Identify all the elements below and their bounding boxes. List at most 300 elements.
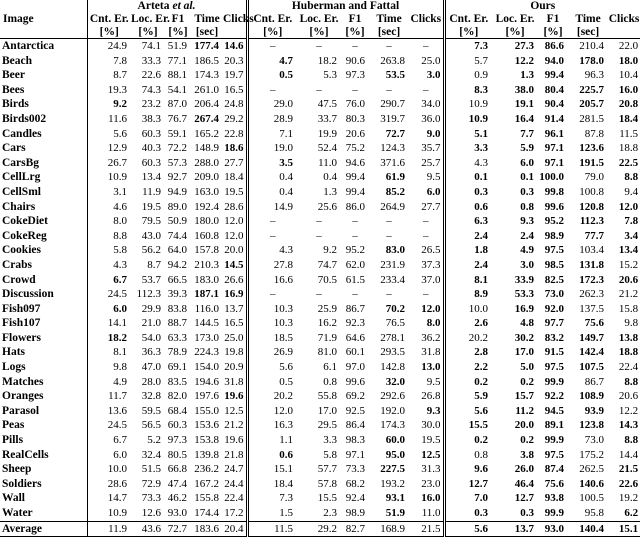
table-cell-arteta-cellsml-0: 3.1 bbox=[113, 185, 127, 198]
table-cell-huberman-cellsml-2: 99.4 bbox=[345, 185, 366, 198]
table-cell-huberman-cookies-4: 26.5 bbox=[421, 244, 441, 257]
table-cell-arteta-candles-0: 5.6 bbox=[113, 127, 127, 140]
unit-header-ours-1: [%] bbox=[492, 26, 538, 39]
table-row-parasol bbox=[0, 404, 640, 419]
table-cell-huberman-cookies-3: 83.0 bbox=[385, 244, 406, 257]
table-cell-arteta-celllrg-3: 209.0 bbox=[194, 171, 219, 184]
table-cell-huberman-beer-0: 0.5 bbox=[247, 68, 297, 83]
table-cell-arteta-cookies-3: 157.8 bbox=[194, 244, 219, 257]
table-cell-ours-soldiers-1: 46.4 bbox=[514, 477, 535, 490]
table-cell-ours-wall-1: 12.7 bbox=[514, 492, 535, 505]
table-body bbox=[0, 39, 640, 537]
table-cell-ours-crowd-3: 172.3 bbox=[579, 273, 605, 286]
table-cell-arteta-peas-0: 24.5 bbox=[107, 419, 127, 432]
column-header-huberman-cnt-er-: Cnt. Er. bbox=[247, 13, 297, 26]
table-cell-ours-oranges-2: 92.2 bbox=[544, 390, 565, 403]
row-label-cokereg: CokeReg bbox=[0, 229, 87, 244]
table-cell-arteta-hats-0: 8.1 bbox=[113, 346, 127, 359]
table-cell-arteta-sheep-2: 66.8 bbox=[167, 463, 187, 476]
table-cell-huberman-birds002-1: 33.7 bbox=[317, 112, 338, 125]
table-cell-ours-crowd-2: 82.5 bbox=[544, 273, 565, 286]
table-cell-huberman-crowd-2: 61.5 bbox=[345, 273, 366, 286]
unit-header-ours-3: [sec] bbox=[568, 26, 608, 39]
table-cell-huberman-matches-2: 99.6 bbox=[345, 375, 366, 388]
table-cell-huberman-cookies-0: 4.3 bbox=[247, 243, 297, 258]
table-cell-arteta-oranges-4: 19.6 bbox=[224, 390, 244, 403]
table-cell-huberman-birds002-3: 319.7 bbox=[380, 112, 406, 125]
table-cell-ours-cellsml-4: 9.4 bbox=[624, 185, 639, 198]
table-cell-ours-cokediet-1: 9.3 bbox=[520, 215, 535, 228]
row-label-realcells: RealCells bbox=[0, 448, 87, 463]
table-row-logs bbox=[0, 360, 640, 375]
table-cell-huberman-chairs-1: 25.6 bbox=[317, 200, 338, 213]
row-label-flowers: Flowers bbox=[0, 331, 87, 346]
table-cell-huberman-realcells-0: 0.6 bbox=[247, 448, 297, 463]
table-cell-huberman-crabs-1: 74.7 bbox=[317, 258, 338, 271]
table-cell-ours-beach-0: 5.7 bbox=[444, 54, 492, 69]
table-cell-ours-crowd-4: 20.6 bbox=[618, 273, 639, 286]
table-cell-ours-peas-4: 14.3 bbox=[618, 419, 639, 432]
table-cell-huberman-fish097-2: 86.7 bbox=[345, 302, 366, 315]
table-cell-arteta-matches-2: 83.5 bbox=[167, 375, 187, 388]
table-cell-arteta-beach-1: 33.3 bbox=[141, 54, 161, 67]
table-cell-huberman-cellsml-0: 0.4 bbox=[247, 185, 297, 200]
column-header-arteta-f1: F1 bbox=[171, 13, 185, 25]
table-cell-huberman-pills-4: 19.5 bbox=[421, 434, 441, 447]
table-cell-ours-birds-4: 20.8 bbox=[618, 98, 639, 111]
table-cell-ours-cookies-3: 103.4 bbox=[579, 244, 605, 257]
table-cell-ours-flowers-2: 83.2 bbox=[544, 331, 565, 344]
row-label-birds: Birds bbox=[0, 97, 87, 112]
table-cell-huberman-antarctica-1: – bbox=[316, 40, 322, 52]
table-cell-huberman-discussion-4: – bbox=[423, 288, 429, 301]
table-cell-huberman-crowd-4: 37.0 bbox=[421, 273, 441, 286]
table-cell-arteta-celllrg-2: 92.7 bbox=[167, 171, 187, 184]
table-cell-huberman-peas-1: 29.5 bbox=[317, 419, 338, 432]
table-cell-huberman-wall-0: 7.3 bbox=[247, 491, 297, 506]
row-label-beach: Beach bbox=[0, 54, 87, 69]
table-cell-huberman-celllrg-1: 0.4 bbox=[323, 171, 338, 184]
table-cell-huberman-realcells-1: 5.8 bbox=[323, 448, 338, 461]
table-cell-arteta-carsbg-0: 26.7 bbox=[107, 156, 127, 169]
row-label-peas: Peas bbox=[0, 418, 87, 433]
table-cell-huberman-candles-1: 19.9 bbox=[317, 127, 338, 140]
table-cell-huberman-soldiers-2: 68.2 bbox=[345, 477, 366, 490]
table-cell-huberman-wall-1: 15.5 bbox=[317, 492, 338, 505]
table-cell-ours-logs-2: 97.5 bbox=[544, 361, 565, 374]
table-cell-ours-parasol-4: 12.2 bbox=[618, 404, 639, 417]
table-cell-ours-flowers-1: 30.2 bbox=[514, 331, 535, 344]
table-cell-huberman-cookies-2: 95.2 bbox=[345, 244, 366, 257]
table-cell-ours-parasol-3: 93.9 bbox=[584, 404, 605, 417]
table-cell-ours-cokediet-4: 7.8 bbox=[624, 215, 639, 228]
table-cell-huberman-chairs-2: 86.0 bbox=[345, 200, 366, 213]
table-cell-arteta-logs-1: 47.0 bbox=[141, 361, 161, 374]
table-cell-ours-logs-1: 5.0 bbox=[520, 361, 535, 374]
unit-header-ours-2: [%] bbox=[538, 26, 568, 39]
table-cell-arteta-candles-4: 22.8 bbox=[224, 127, 244, 140]
table-cell-arteta-cookies-4: 20.0 bbox=[224, 244, 244, 257]
table-row-soldiers bbox=[0, 477, 640, 492]
table-cell-ours-bees-4: 16.0 bbox=[618, 83, 639, 96]
table-cell-arteta-cokediet-4: 12.0 bbox=[224, 215, 244, 228]
table-cell-ours-cellsml-0: 0.3 bbox=[444, 185, 492, 200]
table-cell-huberman-chairs-3: 264.9 bbox=[380, 200, 406, 213]
table-cell-ours-wall-4: 19.2 bbox=[618, 492, 639, 505]
table-cell-arteta-cokereg-4: 12.0 bbox=[224, 229, 244, 242]
table-cell-arteta-average-1: 43.6 bbox=[131, 521, 165, 537]
table-cell-ours-parasol-0: 5.6 bbox=[444, 404, 492, 419]
table-cell-huberman-beer-4: 3.0 bbox=[426, 69, 441, 82]
table-cell-arteta-pills-2: 97.3 bbox=[167, 434, 187, 447]
table-cell-ours-realcells-2: 97.5 bbox=[544, 448, 565, 461]
unit-header-ours-4 bbox=[608, 26, 640, 39]
table-cell-huberman-cars-4: 35.7 bbox=[421, 142, 441, 155]
table-cell-ours-crabs-0: 2.4 bbox=[444, 258, 492, 273]
table-cell-arteta-cellsml-4: 19.5 bbox=[224, 185, 244, 198]
table-cell-ours-fish097-1: 16.9 bbox=[514, 302, 535, 315]
table-cell-arteta-birds002-1: 38.3 bbox=[141, 112, 161, 125]
table-cell-huberman-hats-3: 293.5 bbox=[380, 346, 406, 359]
table-cell-ours-candles-1: 7.7 bbox=[520, 127, 535, 140]
column-header-ours-clicks: Clicks bbox=[608, 13, 640, 25]
table-cell-ours-celllrg-1: 0.1 bbox=[520, 171, 535, 184]
table-row-carsbg bbox=[0, 156, 640, 171]
table-cell-arteta-crowd-1: 53.7 bbox=[141, 273, 161, 286]
table-row-beer bbox=[0, 68, 640, 83]
table-cell-arteta-oranges-3: 197.6 bbox=[194, 390, 219, 403]
table-cell-ours-discussion-1: 53.3 bbox=[514, 288, 535, 301]
table-cell-huberman-cokediet-3: – bbox=[386, 215, 392, 228]
table-cell-huberman-chairs-4: 27.7 bbox=[421, 200, 441, 213]
row-label-soldiers: Soldiers bbox=[0, 477, 87, 492]
table-cell-huberman-cars-1: 52.4 bbox=[317, 142, 338, 155]
table-cell-huberman-wall-4: 16.0 bbox=[421, 492, 441, 505]
table-cell-huberman-bees-4: – bbox=[423, 83, 429, 96]
table-cell-arteta-wall-0: 14.7 bbox=[107, 492, 127, 505]
table-cell-ours-birds002-3: 281.5 bbox=[579, 112, 605, 125]
table-cell-arteta-carsbg-4: 27.7 bbox=[224, 156, 244, 169]
row-label-hats: Hats bbox=[0, 345, 87, 360]
table-cell-ours-pills-2: 99.9 bbox=[544, 434, 565, 447]
table-row-cokediet bbox=[0, 214, 640, 229]
table-cell-ours-chairs-1: 0.8 bbox=[520, 200, 535, 213]
table-cell-arteta-fish097-2: 83.8 bbox=[167, 302, 187, 315]
table-cell-ours-celllrg-3: 79.0 bbox=[584, 171, 605, 184]
table-cell-ours-hats-3: 142.4 bbox=[579, 346, 605, 359]
table-cell-huberman-soldiers-3: 193.2 bbox=[380, 477, 406, 490]
table-cell-ours-fish107-4: 9.8 bbox=[624, 317, 639, 330]
table-cell-ours-bees-2: 80.4 bbox=[544, 83, 565, 96]
table-cell-ours-antarctica-2: 86.6 bbox=[544, 40, 565, 52]
table-cell-arteta-matches-1: 28.0 bbox=[141, 375, 161, 388]
table-cell-arteta-cellsml-2: 94.9 bbox=[167, 185, 187, 198]
table-cell-arteta-crabs-1: 8.7 bbox=[147, 258, 161, 271]
table-cell-ours-sheep-2: 87.4 bbox=[544, 463, 565, 476]
table-cell-ours-soldiers-4: 22.6 bbox=[618, 477, 639, 490]
row-label-cellsml: CellSml bbox=[0, 185, 87, 200]
table-cell-ours-cokereg-3: 77.7 bbox=[584, 229, 605, 242]
table-cell-huberman-birds002-0: 28.9 bbox=[247, 112, 297, 127]
table-row-matches bbox=[0, 375, 640, 390]
table-cell-huberman-discussion-0: – bbox=[247, 287, 297, 302]
table-cell-arteta-fish107-3: 144.5 bbox=[194, 317, 219, 330]
table-cell-ours-realcells-3: 175.2 bbox=[579, 448, 605, 461]
table-cell-ours-parasol-1: 11.2 bbox=[515, 404, 535, 417]
unit-header-ours-0: [%] bbox=[444, 26, 492, 39]
table-cell-huberman-pills-1: 3.3 bbox=[323, 434, 338, 447]
table-cell-arteta-flowers-1: 54.0 bbox=[141, 331, 161, 344]
table-cell-arteta-crabs-2: 94.2 bbox=[167, 258, 187, 271]
table-cell-arteta-matches-0: 4.9 bbox=[113, 375, 127, 388]
table-cell-ours-water-2: 99.9 bbox=[544, 507, 565, 519]
table-cell-ours-hats-0: 2.8 bbox=[444, 345, 492, 360]
column-header-arteta-time: Time bbox=[194, 13, 220, 25]
table-cell-ours-fish107-2: 97.7 bbox=[544, 317, 565, 330]
table-row-birds002 bbox=[0, 112, 640, 127]
table-row-pills bbox=[0, 433, 640, 448]
table-cell-huberman-realcells-3: 95.0 bbox=[385, 448, 406, 461]
table-cell-ours-birds002-4: 18.4 bbox=[618, 112, 639, 125]
table-cell-huberman-logs-1: 6.1 bbox=[323, 361, 338, 374]
table-cell-arteta-discussion-4: 16.9 bbox=[224, 288, 244, 301]
unit-header-arteta-4 bbox=[223, 26, 247, 39]
table-cell-huberman-logs-3: 142.8 bbox=[380, 361, 406, 374]
table-cell-huberman-fish097-0: 10.3 bbox=[247, 302, 297, 317]
table-cell-huberman-beer-3: 53.5 bbox=[385, 69, 406, 82]
table-cell-arteta-cokereg-0: 8.8 bbox=[113, 229, 127, 242]
table-cell-ours-average-0: 5.6 bbox=[444, 521, 492, 537]
table-cell-ours-cars-0: 3.3 bbox=[444, 141, 492, 156]
table-cell-huberman-peas-4: 30.0 bbox=[421, 419, 441, 432]
table-cell-arteta-matches-3: 194.6 bbox=[194, 375, 219, 388]
table-cell-arteta-chairs-4: 28.6 bbox=[224, 200, 244, 213]
table-cell-arteta-peas-2: 60.3 bbox=[167, 419, 187, 432]
table-cell-arteta-water-1: 12.6 bbox=[141, 507, 161, 519]
table-cell-ours-beer-1: 1.3 bbox=[520, 69, 535, 82]
table-cell-arteta-cookies-2: 64.0 bbox=[167, 244, 187, 257]
table-cell-huberman-peas-2: 86.4 bbox=[345, 419, 366, 432]
table-row-candles bbox=[0, 127, 640, 142]
table-cell-ours-oranges-0: 5.9 bbox=[444, 389, 492, 404]
table-cell-ours-fish107-3: 75.6 bbox=[584, 317, 605, 330]
table-cell-arteta-wall-3: 155.8 bbox=[194, 492, 219, 505]
table-cell-huberman-flowers-3: 278.1 bbox=[380, 331, 406, 344]
table-cell-arteta-cars-1: 40.3 bbox=[141, 142, 161, 155]
row-label-average: Average bbox=[0, 521, 87, 537]
table-cell-ours-parasol-2: 94.5 bbox=[544, 404, 565, 417]
table-cell-arteta-fish107-0: 14.1 bbox=[107, 317, 127, 330]
table-row-wall bbox=[0, 491, 640, 506]
table-cell-ours-water-4: 6.2 bbox=[624, 507, 639, 519]
table-cell-arteta-candles-3: 165.2 bbox=[194, 127, 219, 140]
table-cell-ours-peas-2: 89.1 bbox=[544, 419, 565, 432]
table-row-peas bbox=[0, 418, 640, 433]
table-cell-huberman-candles-3: 72.7 bbox=[385, 127, 406, 140]
table-cell-huberman-hats-4: 31.8 bbox=[421, 346, 441, 359]
table-cell-ours-fish097-2: 92.0 bbox=[544, 302, 565, 315]
table-cell-arteta-water-2: 93.0 bbox=[167, 507, 187, 519]
table-cell-arteta-cellsml-1: 11.9 bbox=[142, 185, 161, 198]
table-row-crowd bbox=[0, 273, 640, 288]
row-label-celllrg: CellLrg bbox=[0, 170, 87, 185]
table-cell-ours-cars-4: 18.8 bbox=[618, 142, 639, 155]
table-cell-huberman-crowd-0: 16.6 bbox=[247, 273, 297, 288]
table-cell-ours-discussion-0: 8.9 bbox=[444, 287, 492, 302]
table-cell-ours-beer-2: 99.4 bbox=[544, 69, 565, 82]
table-cell-ours-antarctica-3: 210.4 bbox=[579, 40, 605, 52]
table-cell-huberman-sheep-3: 227.5 bbox=[380, 463, 406, 476]
table-cell-huberman-average-3: 168.9 bbox=[369, 521, 409, 537]
table-cell-huberman-birds002-2: 80.3 bbox=[345, 112, 366, 125]
group-title-arteta bbox=[87, 0, 247, 13]
table-cell-arteta-discussion-1: 112.3 bbox=[136, 288, 161, 301]
row-label-parasol: Parasol bbox=[0, 404, 87, 419]
table-cell-arteta-birds-2: 87.0 bbox=[167, 98, 187, 111]
table-cell-ours-cookies-4: 13.4 bbox=[618, 244, 639, 257]
table-cell-arteta-crowd-3: 183.0 bbox=[194, 273, 219, 286]
table-cell-arteta-beach-0: 7.8 bbox=[113, 54, 127, 67]
row-label-fish107: Fish107 bbox=[0, 316, 87, 331]
table-cell-arteta-average-2: 72.7 bbox=[165, 521, 191, 537]
table-cell-huberman-cars-2: 75.2 bbox=[345, 142, 366, 155]
table-cell-ours-average-1: 13.7 bbox=[492, 521, 538, 537]
table-cell-huberman-carsbg-4: 25.7 bbox=[421, 156, 441, 169]
group-title-huberman: Huberman and Fattal bbox=[247, 0, 444, 13]
table-cell-huberman-average-1: 29.2 bbox=[297, 521, 341, 537]
table-cell-huberman-cokediet-2: – bbox=[352, 215, 358, 228]
table-cell-arteta-water-4: 17.2 bbox=[224, 507, 244, 519]
table-cell-huberman-birds-0: 29.0 bbox=[247, 97, 297, 112]
unit-header-huberman-3: [sec] bbox=[369, 26, 409, 39]
unit-header-huberman-0: [%] bbox=[247, 26, 297, 39]
table-cell-huberman-crabs-3: 231.9 bbox=[380, 258, 406, 271]
table-cell-arteta-candles-1: 60.3 bbox=[141, 127, 161, 140]
table-cell-arteta-beer-2: 88.1 bbox=[167, 69, 187, 82]
table-cell-ours-flowers-0: 20.2 bbox=[444, 331, 492, 346]
table-cell-arteta-soldiers-1: 72.9 bbox=[141, 477, 161, 490]
table-row-birds bbox=[0, 97, 640, 112]
table-cell-arteta-antarctica-0: 24.9 bbox=[107, 40, 127, 52]
table-cell-arteta-bees-1: 74.3 bbox=[141, 83, 161, 96]
table-cell-huberman-fish107-3: 76.5 bbox=[385, 317, 406, 330]
table-cell-arteta-flowers-3: 173.0 bbox=[194, 331, 219, 344]
table-cell-huberman-candles-0: 7.1 bbox=[247, 127, 297, 142]
table-cell-ours-cokediet-3: 112.3 bbox=[579, 215, 605, 228]
table-cell-huberman-cokereg-2: – bbox=[352, 229, 358, 242]
table-cell-huberman-fish107-0: 10.3 bbox=[247, 316, 297, 331]
table-cell-huberman-matches-1: 0.8 bbox=[323, 375, 338, 388]
table-cell-arteta-carsbg-2: 57.3 bbox=[167, 156, 187, 169]
table-cell-ours-water-1: 0.3 bbox=[520, 507, 535, 519]
table-cell-arteta-realcells-0: 6.0 bbox=[113, 448, 127, 461]
column-header-ours-time: Time bbox=[575, 13, 601, 25]
table-cell-ours-cokereg-1: 2.4 bbox=[520, 229, 535, 242]
table-cell-ours-cars-1: 5.9 bbox=[520, 142, 535, 155]
table-cell-huberman-cokediet-4: – bbox=[423, 215, 429, 228]
table-cell-arteta-realcells-4: 21.8 bbox=[224, 448, 244, 461]
table-cell-ours-carsbg-3: 191.5 bbox=[579, 156, 605, 169]
table-cell-huberman-sheep-1: 57.7 bbox=[317, 463, 338, 476]
table-cell-huberman-soldiers-0: 18.4 bbox=[247, 477, 297, 492]
unit-header-huberman-4 bbox=[409, 26, 444, 39]
table-cell-ours-celllrg-2: 100.0 bbox=[539, 171, 565, 184]
table-cell-huberman-beach-4: 25.0 bbox=[421, 54, 441, 67]
table-cell-arteta-cokediet-2: 50.9 bbox=[167, 215, 187, 228]
table-cell-huberman-water-1: 2.3 bbox=[323, 507, 338, 519]
table-cell-ours-cellsml-1: 0.3 bbox=[520, 185, 535, 198]
table-cell-ours-sheep-1: 26.0 bbox=[514, 463, 535, 476]
table-cell-arteta-crowd-2: 66.5 bbox=[167, 273, 187, 286]
row-label-cookies: Cookies bbox=[0, 243, 87, 258]
table-cell-huberman-soldiers-1: 57.8 bbox=[317, 477, 338, 490]
table-cell-huberman-flowers-4: 36.2 bbox=[421, 331, 441, 344]
table-cell-arteta-water-0: 10.9 bbox=[107, 507, 127, 519]
table-cell-huberman-peas-0: 16.3 bbox=[247, 418, 297, 433]
table-cell-arteta-antarctica-2: 51.9 bbox=[167, 40, 187, 52]
table-cell-huberman-discussion-3: – bbox=[386, 288, 392, 301]
table-cell-ours-peas-0: 15.5 bbox=[444, 418, 492, 433]
table-cell-ours-candles-0: 5.1 bbox=[444, 127, 492, 142]
table-cell-ours-cellsml-2: 99.8 bbox=[544, 185, 565, 198]
table-cell-huberman-crabs-4: 37.3 bbox=[421, 258, 441, 271]
table-cell-arteta-beach-2: 77.1 bbox=[167, 54, 187, 67]
row-label-bees: Bees bbox=[0, 83, 87, 98]
table-cell-huberman-logs-2: 97.0 bbox=[345, 361, 366, 374]
table-cell-huberman-fish097-3: 70.2 bbox=[385, 302, 406, 315]
table-cell-huberman-wall-3: 93.1 bbox=[385, 492, 406, 505]
table-cell-huberman-water-0: 1.5 bbox=[247, 506, 297, 521]
table-cell-arteta-cars-0: 12.9 bbox=[107, 142, 127, 155]
table-cell-huberman-fish107-4: 8.0 bbox=[426, 317, 441, 330]
table-cell-arteta-beach-3: 186.5 bbox=[194, 54, 219, 67]
table-cell-arteta-discussion-3: 187.1 bbox=[194, 288, 219, 301]
table-cell-huberman-water-3: 51.9 bbox=[385, 507, 406, 519]
column-header-arteta-cnt-er-: Cnt. Er. bbox=[89, 13, 129, 25]
table-cell-arteta-sheep-4: 24.7 bbox=[224, 463, 244, 476]
table-cell-huberman-parasol-4: 9.3 bbox=[426, 404, 441, 417]
table-cell-arteta-oranges-1: 32.8 bbox=[141, 390, 161, 403]
table-cell-ours-beach-1: 12.2 bbox=[514, 54, 535, 67]
table-row-sheep bbox=[0, 462, 640, 477]
table-row-cellsml bbox=[0, 185, 640, 200]
table-cell-arteta-flowers-2: 63.3 bbox=[167, 331, 187, 344]
table-cell-ours-birds-0: 10.9 bbox=[444, 97, 492, 112]
table-cell-ours-soldiers-0: 12.7 bbox=[444, 477, 492, 492]
table-cell-huberman-cars-3: 124.3 bbox=[380, 142, 406, 155]
table-cell-ours-hats-1: 17.0 bbox=[514, 346, 535, 359]
table-cell-ours-beach-3: 178.0 bbox=[579, 54, 605, 67]
table-cell-ours-logs-0: 2.2 bbox=[444, 360, 492, 375]
table-cell-arteta-peas-3: 153.6 bbox=[194, 419, 219, 432]
column-header-huberman-time: Time bbox=[376, 13, 402, 25]
group-title-arteta-text: Arteta bbox=[137, 0, 170, 12]
table-row-chairs bbox=[0, 200, 640, 215]
column-header-huberman-f1: F1 bbox=[348, 13, 362, 25]
table-cell-huberman-carsbg-3: 371.6 bbox=[380, 156, 406, 169]
row-label-discussion: Discussion bbox=[0, 287, 87, 302]
table-cell-huberman-average-2: 82.7 bbox=[341, 521, 369, 537]
table-cell-ours-pills-1: 0.2 bbox=[520, 434, 535, 447]
table-cell-ours-wall-3: 100.5 bbox=[579, 492, 605, 505]
table-cell-arteta-flowers-0: 18.2 bbox=[107, 331, 127, 344]
table-cell-arteta-bees-3: 261.0 bbox=[194, 83, 219, 96]
table-cell-huberman-fish107-2: 92.3 bbox=[345, 317, 366, 330]
row-label-crowd: Crowd bbox=[0, 273, 87, 288]
table-cell-ours-realcells-1: 3.8 bbox=[520, 448, 535, 461]
table-cell-arteta-celllrg-0: 10.9 bbox=[107, 171, 127, 184]
table-cell-huberman-hats-1: 81.0 bbox=[317, 346, 338, 359]
